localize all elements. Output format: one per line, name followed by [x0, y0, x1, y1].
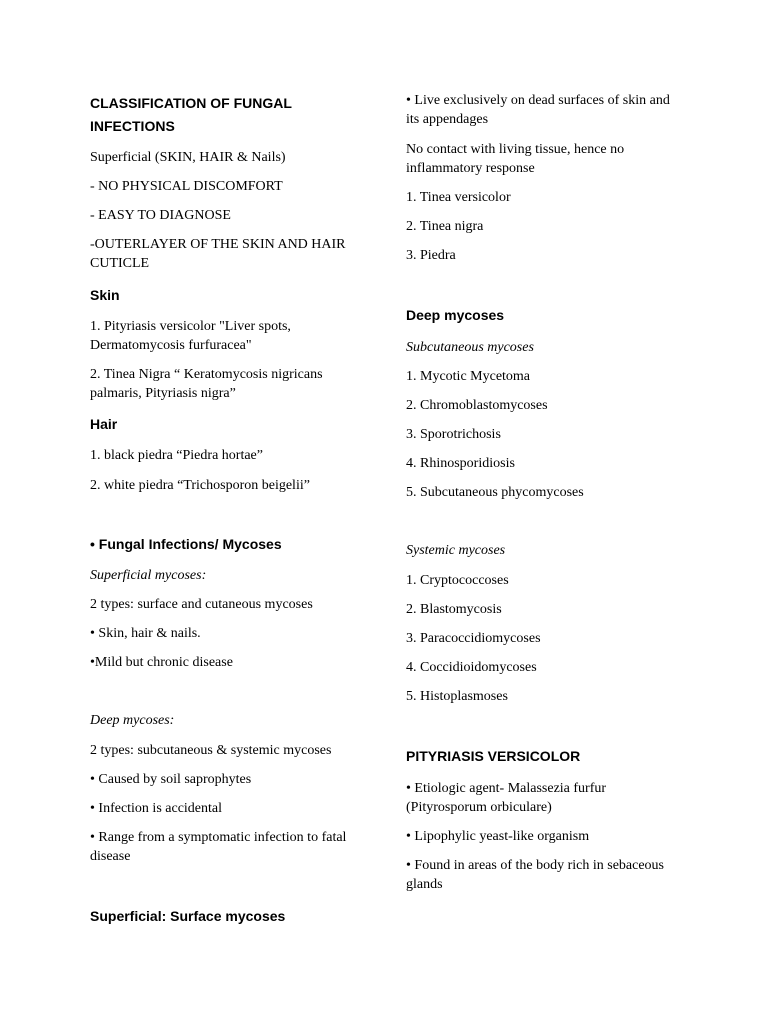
- deep-soil-saprophytes: • Caused by soil saprophytes: [90, 772, 252, 787]
- superficial-mild-chronic: •Mild but chronic disease: [90, 655, 233, 670]
- systemic-item-1: 1. Cryptococcoses: [406, 573, 509, 588]
- deep-types: 2 types: subcutaneous & systemic mycoses: [90, 743, 332, 758]
- skin-item-2: 2. Tinea Nigra “ Keratomycosis nigricans palmaris, Pityriasis nigra”: [90, 367, 323, 401]
- systemic-item-2: 2. Blastomycosis: [406, 602, 502, 617]
- pv-lipophylic: • Lipophylic yeast-like organism: [406, 829, 590, 844]
- deep-mycoses-heading: Deep mycoses: [406, 307, 505, 323]
- document-title: CLASSIFICATION OF FUNGAL INFECTIONS: [90, 95, 292, 134]
- deep-accidental: • Infection is accidental: [90, 801, 223, 816]
- no-contact-living-tissue: No contact with living tissue, hence no inflammatory response: [406, 142, 625, 176]
- hair-item-2: 2. white piedra “Trichosporon beigelii”: [90, 478, 310, 493]
- skin-item-1: 1. Pityriasis versicolor "Liver spots, Dermatomycosis furfuracea": [90, 319, 291, 353]
- systemic-item-5: 5. Histoplasmoses: [406, 689, 508, 704]
- outer-layer-line: -OUTERLAYER OF THE SKIN AND HAIR CUTICLE: [90, 237, 346, 271]
- easy-diagnose-line: - EASY TO DIAGNOSE: [90, 208, 231, 223]
- superficial-types: 2 types: surface and cutaneous mycoses: [90, 597, 313, 612]
- surface-item-2: 2. Tinea nigra: [406, 219, 484, 234]
- subcutaneous-item-1: 1. Mycotic Mycetoma: [406, 369, 531, 384]
- subcutaneous-subheading: Subcutaneous mycoses: [406, 340, 534, 355]
- superficial-intro: Superficial (SKIN, HAIR & Nails): [90, 150, 286, 165]
- subcutaneous-item-4: 4. Rhinosporidiosis: [406, 456, 515, 471]
- skin-heading: Skin: [90, 287, 120, 303]
- pv-sebaceous: • Found in areas of the body rich in sebaceous glands: [406, 858, 665, 892]
- systemic-subheading: Systemic mycoses: [406, 543, 506, 558]
- pityriasis-versicolor-heading: PITYRIASIS VERSICOLOR: [406, 748, 581, 764]
- deep-range: • Range from a symptomatic infection to fatal disease: [90, 830, 347, 864]
- surface-item-1: 1. Tinea versicolor: [406, 190, 511, 205]
- superficial-skin-hair-nails: • Skin, hair & nails.: [90, 626, 201, 641]
- live-dead-surfaces: • Live exclusively on dead surfaces of skin and its appendages: [406, 93, 670, 127]
- no-discomfort-line: - NO PHYSICAL DISCOMFORT: [90, 179, 283, 194]
- superficial-mycoses-subheading: Superficial mycoses:: [90, 568, 207, 583]
- surface-mycoses-heading: Superficial: Surface mycoses: [90, 908, 286, 924]
- fungal-infections-heading: • Fungal Infections/ Mycoses: [90, 536, 282, 552]
- subcutaneous-item-2: 2. Chromoblastomycoses: [406, 398, 548, 413]
- systemic-item-4: 4. Coccidioidomycoses: [406, 660, 537, 675]
- deep-mycoses-subheading: Deep mycoses:: [90, 713, 175, 728]
- hair-heading: Hair: [90, 416, 118, 432]
- subcutaneous-item-3: 3. Sporotrichosis: [406, 427, 501, 442]
- pv-etiologic-agent: • Etiologic agent- Malassezia furfur (Pityrosporum orbiculare): [406, 781, 607, 815]
- hair-item-1: 1. black piedra “Piedra hortae”: [90, 448, 263, 463]
- systemic-item-3: 3. Paracoccidiomycoses: [406, 631, 541, 646]
- surface-item-3: 3. Piedra: [406, 248, 456, 263]
- subcutaneous-item-5: 5. Subcutaneous phycomycoses: [406, 485, 584, 500]
